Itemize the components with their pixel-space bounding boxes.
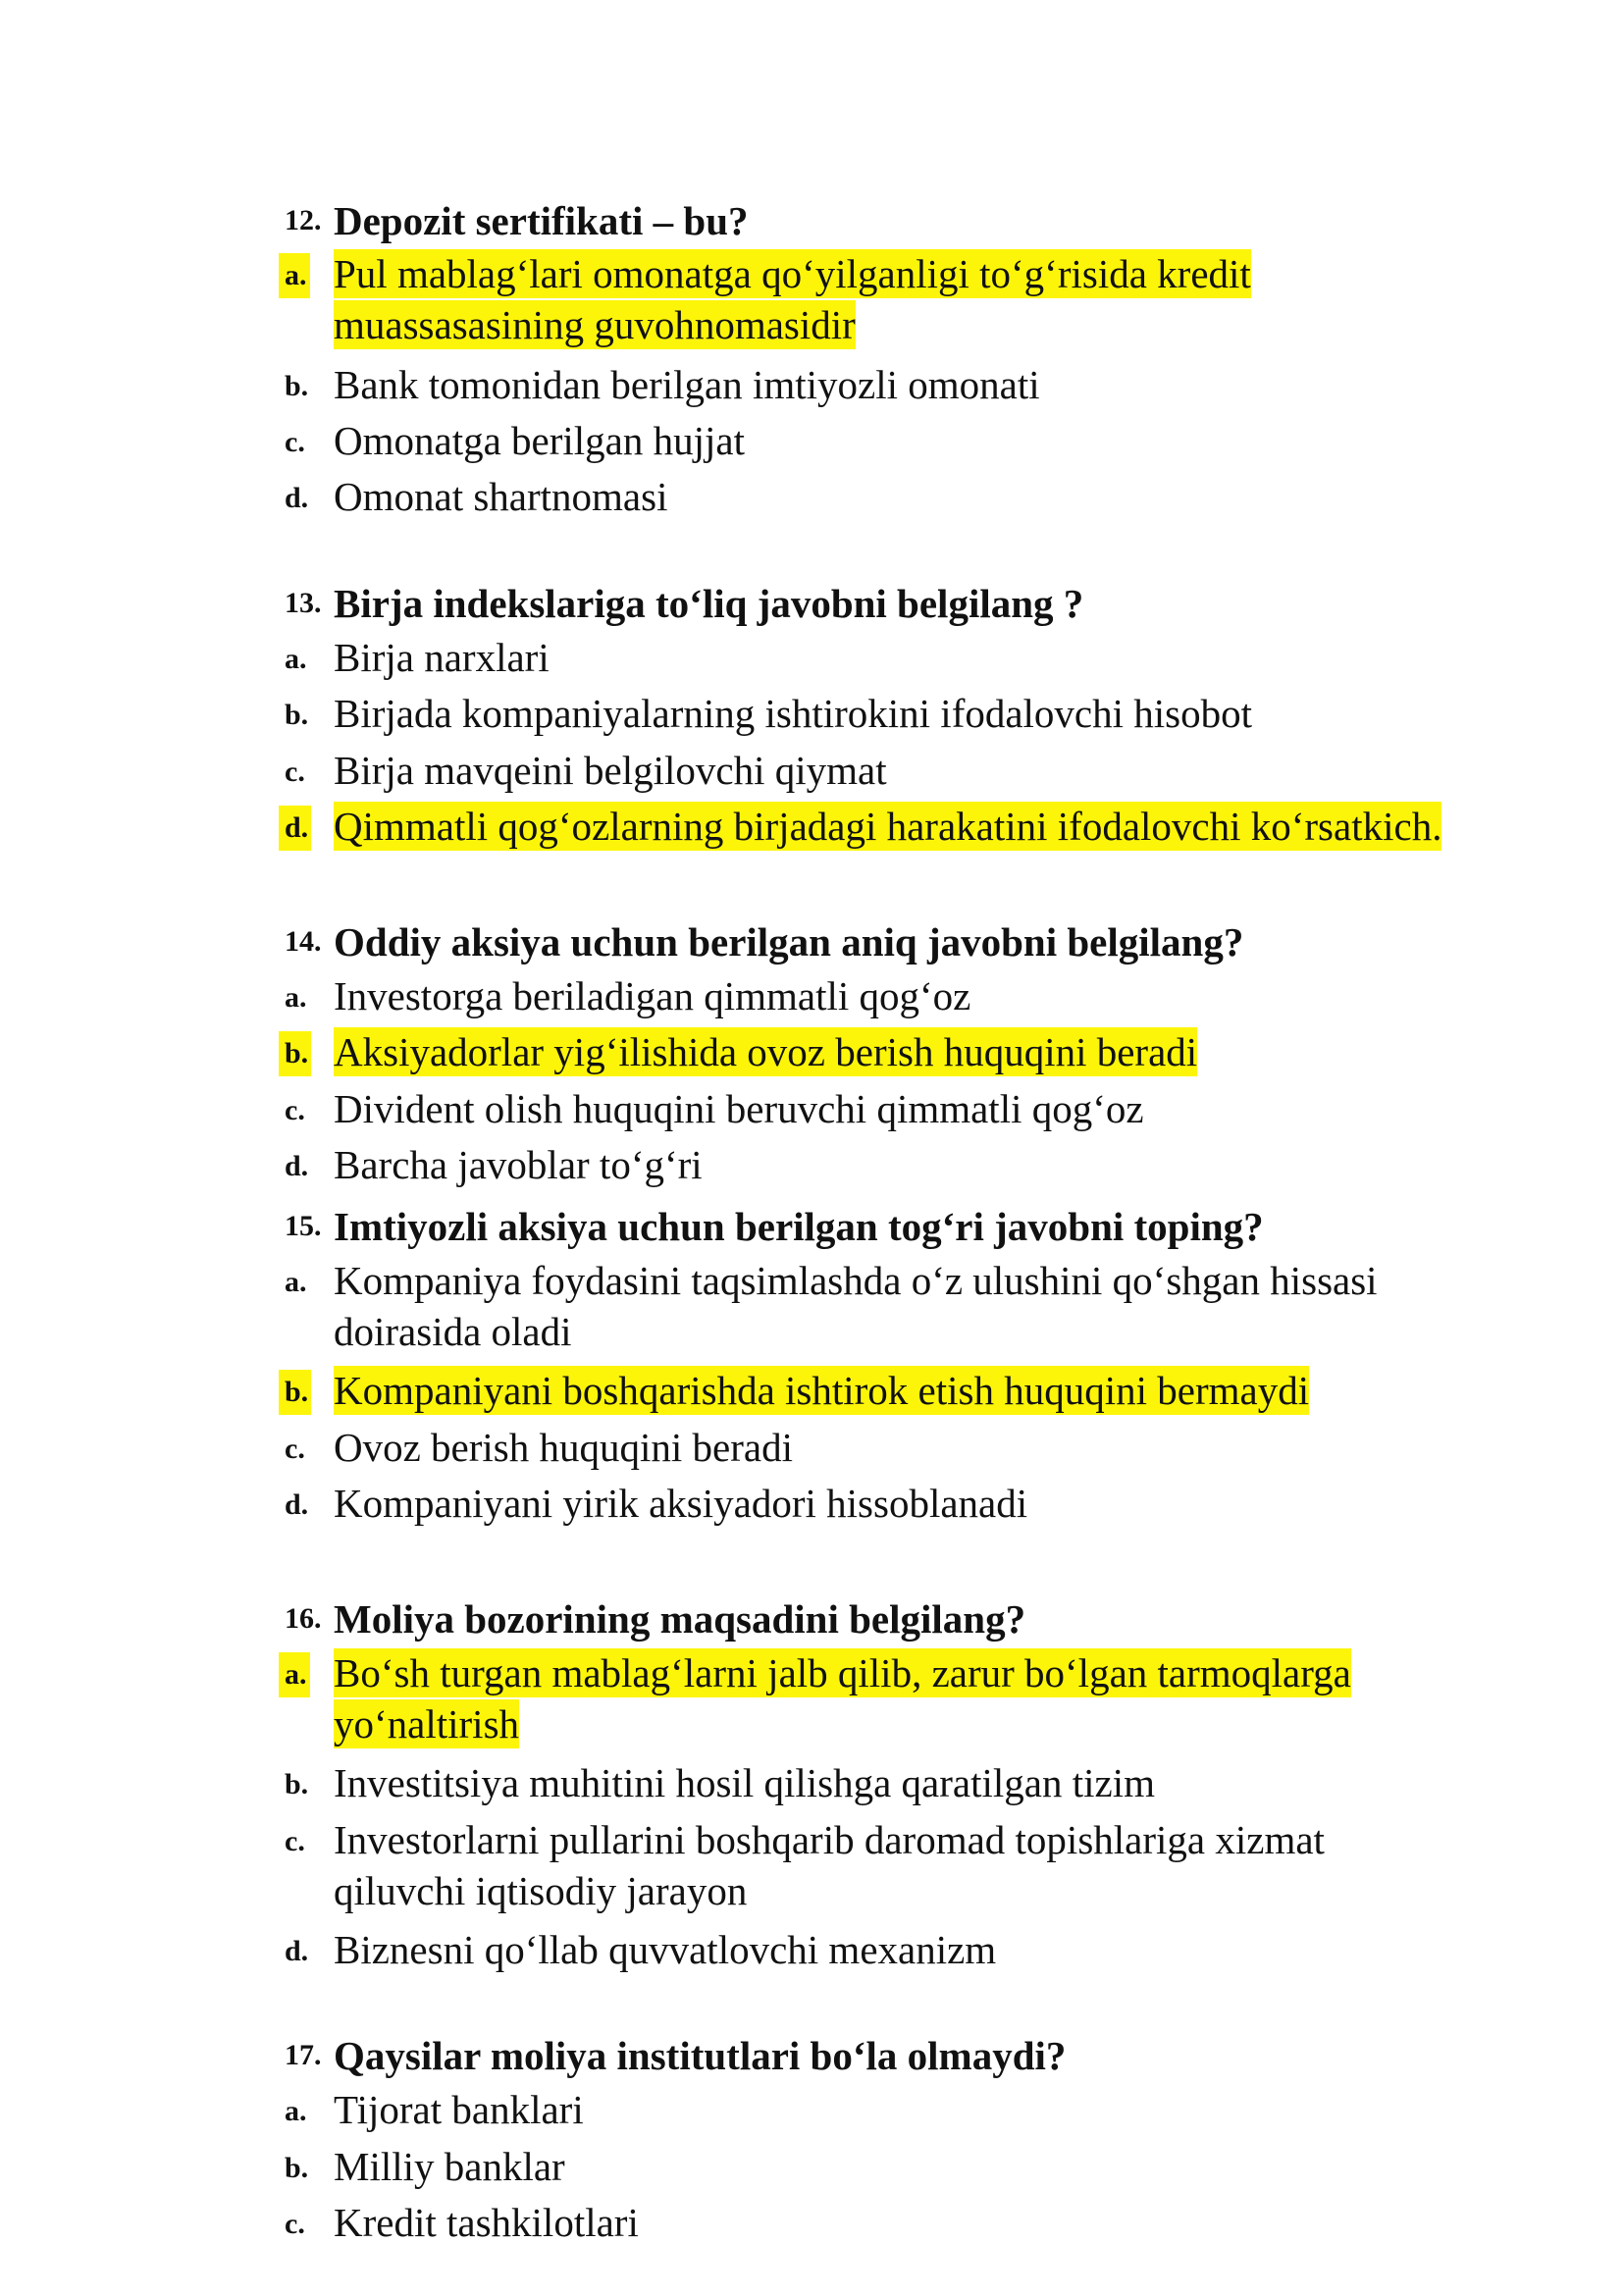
question-text: Depozit sertifikati – bu? (334, 198, 749, 243)
question-text: Oddiy aksiya uchun berilgan aniq javobni belgilang? (334, 919, 1244, 965)
option-text: Birjada kompaniyalarning ishtirokini ifodalovchi hisobot (334, 691, 1253, 736)
option-letter: d. (285, 482, 309, 514)
option-text: doirasida oladi (334, 1309, 572, 1354)
highlighted-answer-text: Kompaniyani boshqarishda ishtirok etish huquqini bermaydi (334, 1368, 1310, 1413)
option-text: Kredit tashkilotlari (334, 2200, 639, 2245)
question-number: 15. (285, 1210, 322, 1242)
option-letter: d. (285, 1150, 309, 1182)
option-text: Divident olish huquqini beruvchi qimmatli qog‘oz (334, 1086, 1144, 1131)
option-letter: a. (285, 2095, 307, 2127)
option-letter: b. (279, 1370, 311, 1415)
option-letter: b. (285, 1768, 309, 1800)
option-letter: c. (285, 426, 305, 458)
option-letter: c. (285, 1433, 305, 1465)
option-letter: c. (285, 1094, 305, 1126)
option-letter: c. (285, 2208, 305, 2240)
option-letter: c. (285, 1825, 305, 1857)
option-text: Birja narxlari (334, 635, 550, 680)
option-text: Investorlarni pullarini boshqarib daromad topishlariga xizmat (334, 1817, 1325, 1862)
question-number: 17. (285, 2039, 322, 2071)
option-letter: a. (285, 643, 307, 675)
option-letter: c. (285, 756, 305, 788)
question-text: Qaysilar moliya institutlari bo‘la olmaydi? (334, 2033, 1067, 2078)
highlighted-answer-text: Aksiyadorlar yig‘ilishida ovoz berish huquqini beradi (334, 1029, 1198, 1074)
option-letter: a. (285, 981, 307, 1014)
question-text: Imtiyozli aksiya uchun berilgan tog‘ri javobni toping? (334, 1204, 1264, 1249)
option-letter: b. (285, 699, 309, 731)
option-text: Tijorat banklari (334, 2087, 584, 2132)
option-text: Ovoz berish huquqini beradi (334, 1425, 793, 1470)
option-text: Bank tomonidan berilgan imtiyozli omonati (334, 362, 1040, 407)
option-letter: b. (285, 370, 309, 402)
highlighted-answer-text: yo‘naltirish (334, 1701, 520, 1747)
option-text: Kompaniyani yirik aksiyadori hissoblanadi (334, 1481, 1028, 1526)
option-text: Omonat shartnomasi (334, 474, 668, 519)
option-letter: d. (285, 1488, 309, 1521)
highlighted-answer-text: Pul mablag‘lari omonatga qo‘yilganligi to‘g‘risida kredit (334, 251, 1251, 296)
option-letter: d. (279, 806, 311, 851)
option-text: Investorga beriladigan qimmatli qog‘oz (334, 973, 971, 1018)
option-letter: b. (279, 1031, 311, 1076)
question-number: 16. (285, 1602, 322, 1635)
highlighted-answer-text: Qimmatli qog‘ozlarning birjadagi harakatini ifodalovchi ko‘rsatkich. (334, 804, 1442, 849)
question-number: 12. (285, 204, 322, 236)
option-text: Biznesni qo‘llab quvvatlovchi mexanizm (334, 1927, 997, 1972)
option-letter: d. (285, 1935, 309, 1967)
option-text: Birja mavqeini belgilovchi qiymat (334, 748, 887, 793)
question-text: Birja indekslariga to‘liq javobni belgilang ? (334, 581, 1084, 626)
option-letter: a. (279, 1652, 310, 1697)
option-text: Omonatga berilgan hujjat (334, 418, 745, 463)
option-letter: a. (279, 253, 310, 298)
question-number: 13. (285, 587, 322, 619)
question-text: Moliya bozorining maqsadini belgilang? (334, 1596, 1026, 1642)
highlighted-answer-text: muassasasining guvohnomasidir (334, 302, 856, 347)
question-number: 14. (285, 925, 322, 958)
option-letter: b. (285, 2152, 309, 2184)
option-text: Barcha javoblar to‘g‘ri (334, 1142, 703, 1187)
option-letter: a. (285, 1266, 307, 1298)
option-text: Milliy banklar (334, 2144, 565, 2189)
option-text: Kompaniya foydasini taqsimlashda o‘z ulushini qo‘shgan hissasi (334, 1258, 1378, 1303)
highlighted-answer-text: Bo‘sh turgan mablag‘larni jalb qilib, zarur bo‘lgan tarmoqlarga (334, 1650, 1351, 1695)
option-text: qiluvchi iqtisodiy jarayon (334, 1868, 748, 1913)
option-text: Investitsiya muhitini hosil qilishga qaratilgan tizim (334, 1760, 1155, 1805)
